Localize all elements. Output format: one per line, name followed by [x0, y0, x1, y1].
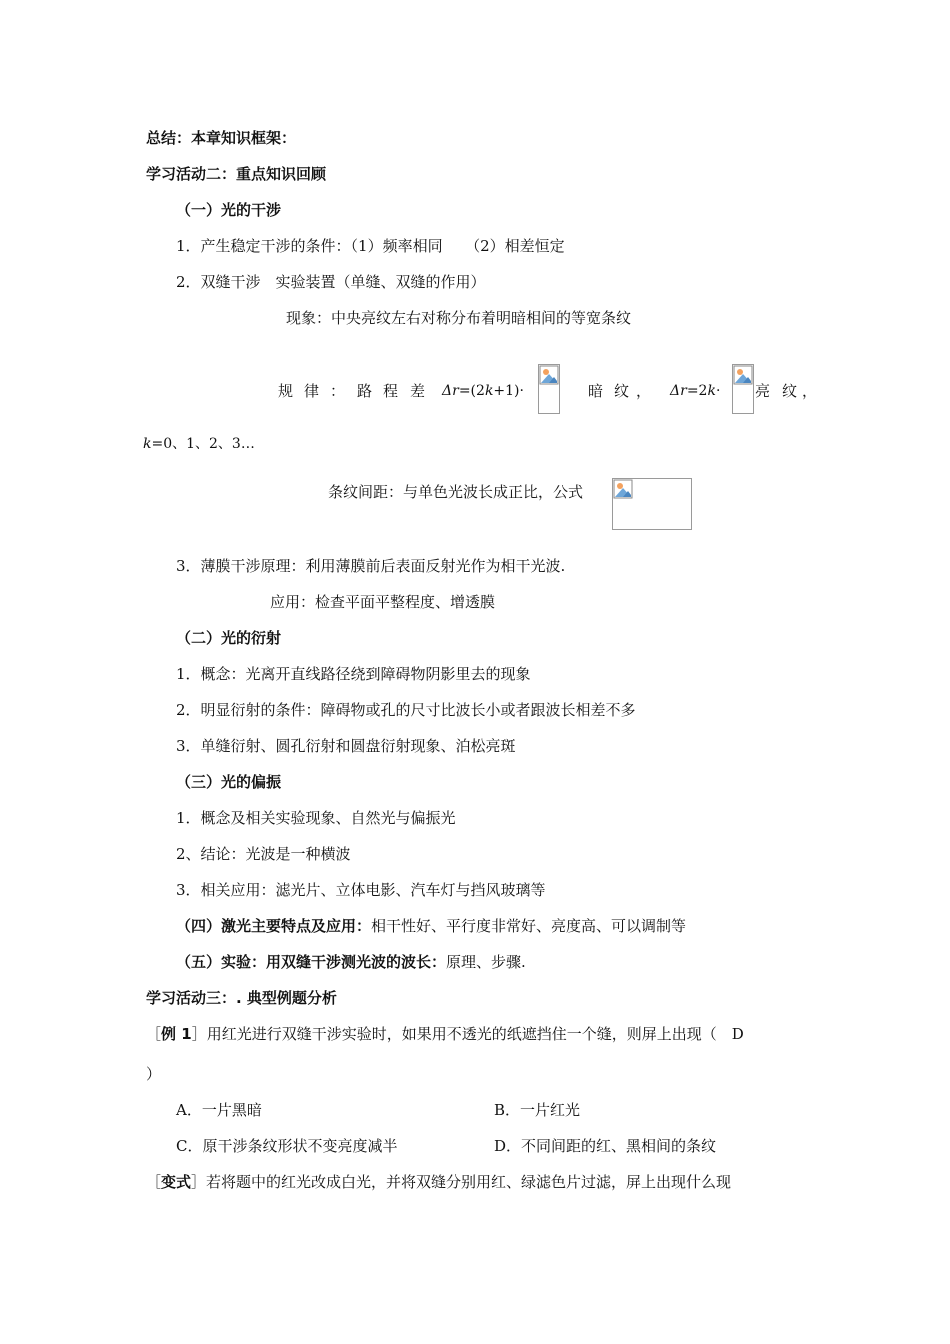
option-a: A．一片黑暗 — [176, 1101, 262, 1119]
section-interference-title: （一）光的干涉 — [176, 201, 282, 219]
bright-fringe-label: 纹 — [782, 382, 798, 400]
dark-fringe-label: 纹 — [614, 382, 630, 400]
formula-image-placeholder — [732, 364, 754, 414]
polarization-item-1: 1．概念及相关实验现象、自然光与偏振光 — [176, 809, 456, 827]
interference-phenomenon: 现象：中央亮纹左右对称分布着明暗相间的等宽条纹 — [286, 309, 632, 327]
interference-item-3: 3．薄膜干涉原理：利用薄膜前后表面反射光作为相干光波. — [176, 557, 566, 575]
law-word: 差 — [410, 382, 426, 400]
law-word: 律 — [304, 382, 320, 400]
activity3-heading: 学习活动三：. 典型例题分析 — [146, 989, 337, 1007]
broken-image-icon — [733, 365, 753, 385]
interference-item-1: 1．产生稳定干涉的条件：（1）频率相同 （2）相差恒定 — [176, 237, 565, 255]
example-1-continued: ） — [146, 1065, 162, 1083]
section-polarization-title: （三）光的偏振 — [176, 773, 282, 791]
broken-image-icon — [613, 479, 633, 499]
diffraction-item-1: 1．概念：光离开直线路径绕到障碍物阴影里去的现象 — [176, 665, 531, 683]
activity2-heading: 学习活动二：重点知识回顾 — [146, 165, 327, 183]
broken-image-icon — [539, 365, 559, 385]
law-word: 程 — [383, 382, 399, 400]
interference-application: 应用：检查平面平整程度、增透膜 — [270, 593, 496, 611]
interference-item-2: 2．双缝干涉 实验装置（单缝、双缝的作用） — [176, 273, 486, 291]
summary-title: 总结：本章知识框架： — [146, 129, 297, 147]
experiment-line: （五）实验：用双缝干涉测光波的波长：原理、步骤. — [176, 953, 526, 971]
laser-line: （四）激光主要特点及应用：相干性好、平行度非常好、亮度高、可以调制等 — [176, 917, 687, 935]
polarization-item-2: 2、结论：光波是一种横波 — [176, 845, 351, 863]
comma: ， — [802, 382, 818, 400]
bright-formula: Δr=2k· — [670, 383, 721, 399]
option-d: D．不同间距的红、黑相间的条纹 — [494, 1137, 717, 1155]
formula-image-placeholder — [612, 478, 692, 530]
diffraction-item-3: 3．单缝衍射、圆孔衍射和圆盘衍射现象、泊松亮斑 — [176, 737, 516, 755]
k-values: k=0、1、2、3… — [143, 436, 255, 452]
formula-image-placeholder — [538, 364, 560, 414]
polarization-item-3: 3．相关应用：滤光片、立体电影、汽车灯与挡风玻璃等 — [176, 881, 546, 899]
fringe-spacing: 条纹间距：与单色光波长成正比，公式 — [328, 483, 584, 501]
bright-fringe-label: 亮 — [755, 382, 771, 400]
law-word: ： — [330, 382, 346, 400]
law-word: 规 — [278, 382, 294, 400]
comma: ， — [636, 382, 652, 400]
example-1: ［例 1］用红光进行双缝干涉实验时，如果用不透光的纸遮挡住一个缝，则屏上出现（ D — [146, 1025, 744, 1043]
section-diffraction-title: （二）光的衍射 — [176, 629, 282, 647]
option-c: C．原干涉条纹形状不变亮度减半 — [176, 1137, 398, 1155]
option-b: B．一片红光 — [494, 1101, 581, 1119]
variant-question: ［变式］若将题中的红光改成白光，并将双缝分别用红、绿滤色片过滤，屏上出现什么现 — [146, 1173, 732, 1191]
diffraction-item-2: 2．明显衍射的条件：障碍物或孔的尺寸比波长小或者跟波长相差不多 — [176, 701, 636, 719]
dark-formula: Δr=(2k+1)· — [442, 383, 524, 399]
dark-fringe-label: 暗 — [588, 382, 604, 400]
law-word: 路 — [357, 382, 373, 400]
